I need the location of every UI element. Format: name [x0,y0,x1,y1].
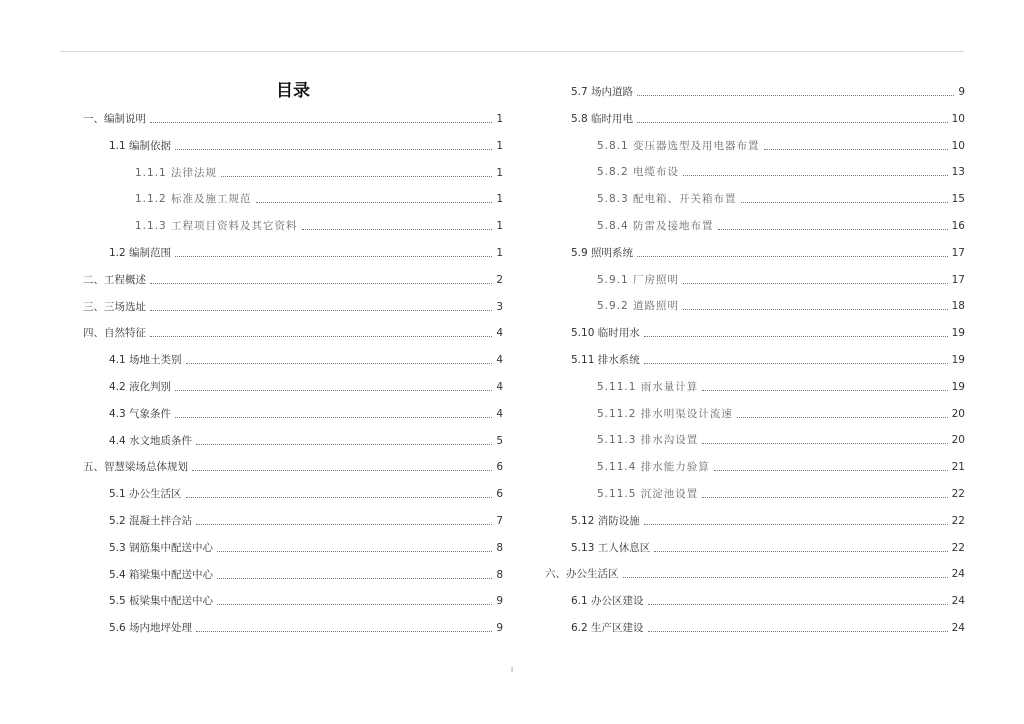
toc-entry-label: 5.10 临时用水 [571,327,640,340]
toc-leader-dots [175,417,492,418]
toc-leader-dots [196,444,492,445]
toc-entry[interactable] [545,561,965,581]
toc-entry-page: 8 [496,568,503,581]
toc-leader-dots [302,229,493,230]
toc-entry[interactable] [83,106,503,126]
toc-entry-page: 1 [496,193,503,206]
toc-entry-label: 5.8.1 变压器选型及用电器布置 [597,139,760,152]
toc-entry-page: 8 [496,541,503,554]
toc-entry-page: 18 [951,300,965,313]
toc-entry-label: 5.2 混凝土拌合站 [109,515,193,527]
toc-entry-label: 4.2 液化判别 [109,381,172,393]
toc-entry-page: 24 [951,568,965,581]
toc-entry-label: 5.5 板梁集中配送中心 [109,595,214,608]
toc-leader-dots [648,604,948,605]
toc-leader-dots [175,390,492,391]
toc-entry-label: 5.9.1 厂房照明 [597,273,680,286]
toc-entry-page: 4 [496,381,503,393]
toc-entry-label: 5.6 场内地坪处理 [109,622,193,635]
toc-entry[interactable] [545,535,965,555]
toc-entry[interactable] [545,293,965,313]
toc-leader-dots [741,202,948,203]
toc-entry[interactable] [83,562,503,582]
toc-entry-page: 1 [496,220,503,233]
toc-entry-label: 4.4 水文地质条件 [109,434,193,447]
toc-entry-label: 5.3 钢筋集中配送中心 [109,541,214,554]
toc-entry[interactable] [83,508,503,528]
toc-entry[interactable] [83,347,503,367]
toc-entry[interactable] [545,374,965,394]
toc-leader-dots [644,363,948,364]
toc-leader-dots [623,577,948,578]
toc-entry[interactable] [83,186,503,206]
toc-leader-dots [186,363,493,364]
toc-leader-dots [150,310,492,311]
toc-entry-page: 22 [951,488,965,500]
toc-entry[interactable] [83,374,503,394]
toc-entry[interactable] [83,428,503,448]
toc-entry-page: 10 [951,139,965,152]
toc-entry-label: 5.1 办公生活区 [109,488,182,501]
toc-entry[interactable] [545,454,965,474]
toc-entry[interactable] [83,160,503,180]
toc-leader-dots [217,578,492,579]
toc-leader-dots [683,309,948,310]
toc-entry-label: 5.11.5 沉淀池设置 [597,488,699,500]
toc-leader-dots [150,122,492,123]
toc-entry-page: 1 [496,139,503,152]
toc-entry-page: 6 [496,461,503,474]
toc-entry-page: 1 [496,113,503,125]
toc-leader-dots [737,417,948,418]
toc-leader-dots [150,336,492,337]
header-rule [60,51,964,52]
toc-entry-label: 五、智慧梁场总体规划 [83,461,188,474]
toc-leader-dots [702,390,947,391]
toc-leader-dots [221,176,492,177]
toc-entry-page: 9 [958,86,965,98]
toc-leader-dots [186,497,493,498]
toc-entry[interactable] [545,159,965,179]
toc-entry-label: 5.13 工人休息区 [571,541,651,554]
toc-leader-dots [683,175,948,176]
toc-entry-page: 9 [496,595,503,608]
toc-entry[interactable] [83,535,503,555]
toc-entry[interactable] [83,240,503,260]
toc-leader-dots [683,283,948,284]
toc-leader-dots [648,631,948,632]
toc-entry-label: 1.1.3 工程项目资料及其它资料 [135,220,298,233]
toc-entry-label: 5.4 箱梁集中配送中心 [109,568,214,581]
toc-entry-page: 19 [951,327,965,340]
toc-entry[interactable] [83,213,503,233]
toc-entry-page: 2 [496,273,503,286]
toc-entry-page: 9 [496,622,503,635]
toc-leader-dots [764,149,948,150]
toc-entry-page: 16 [951,220,965,232]
toc-entry-label: 5.12 消防设施 [571,514,640,527]
toc-entry-label: 5.7 场内道路 [571,86,634,98]
toc-entry-page: 15 [951,193,965,206]
toc-entry-label: 一、编制说明 [83,113,146,125]
toc-leader-dots [637,122,948,123]
toc-entry[interactable] [83,454,503,474]
toc-entry-page: 3 [496,300,503,313]
toc-entry-label: 6.2 生产区建设 [571,622,644,634]
toc-entry[interactable] [545,267,965,287]
toc-leader-dots [637,95,954,96]
toc-leader-dots [644,336,948,337]
toc-entry-label: 1.1 编制依据 [109,139,172,152]
toc-entry-page: 22 [951,541,965,554]
toc-entry-page: 1 [496,247,503,259]
toc-entry[interactable] [545,320,965,340]
toc-entry[interactable] [545,133,965,153]
toc-entry[interactable] [545,481,965,501]
toc-entry-label: 5.8 临时用电 [571,112,634,125]
toc-title: 目录 [276,81,310,101]
toc-leader-dots [702,443,947,444]
toc-leader-dots [196,524,492,525]
toc-entry[interactable] [545,508,965,528]
toc-entry-page: 19 [951,354,965,366]
toc-entry-label: 1.1.2 标准及施工规范 [135,193,252,206]
toc-entry[interactable] [545,588,965,608]
toc-entry-label: 三、三场选址 [83,300,146,313]
toc-entry-label: 5.11.4 排水能力验算 [597,461,710,474]
toc-entry-label: 4.1 场地土类别 [109,354,182,367]
toc-entry-page: 10 [951,112,965,125]
toc-leader-dots [217,604,492,605]
toc-entry[interactable] [545,615,965,635]
toc-entry-label: 5.8.3 配电箱、开关箱布置 [597,193,737,206]
toc-entry[interactable] [83,294,503,314]
footer-page-number: I [510,666,514,674]
toc-entry-page: 4 [496,327,503,340]
toc-entry[interactable] [545,106,965,126]
toc-entry-page: 6 [496,488,503,501]
toc-entry[interactable] [545,401,965,421]
toc-entry-page: 19 [951,380,965,393]
toc-entry-page: 21 [951,461,965,474]
toc-entry-page: 4 [496,407,503,420]
toc-entry[interactable] [83,320,503,340]
toc-entry[interactable] [83,615,503,635]
toc-entry-page: 7 [496,515,503,527]
toc-entry[interactable] [83,481,503,501]
toc-entry-label: 5.11.1 雨水量计算 [597,380,699,393]
toc-entry-label: 5.11 排水系统 [571,354,640,366]
toc-entry[interactable] [83,267,503,287]
toc-entry-page: 4 [496,354,503,367]
toc-leader-dots [256,202,493,203]
toc-entry[interactable] [545,427,965,447]
toc-entry-page: 20 [951,434,965,447]
toc-entry[interactable] [545,240,965,260]
toc-entry-label: 5.11.3 排水沟设置 [597,434,699,447]
toc-entry-label: 二、工程概述 [83,273,146,286]
toc-entry-page: 1 [496,166,503,179]
toc-entry[interactable] [545,213,965,233]
toc-entry-page: 22 [951,514,965,527]
toc-entry-label: 四、自然特征 [83,327,146,340]
toc-leader-dots [150,283,492,284]
toc-entry-page: 17 [951,273,965,286]
toc-entry-label: 6.1 办公区建设 [571,595,644,608]
toc-leader-dots [644,524,948,525]
toc-leader-dots [196,631,492,632]
toc-leader-dots [175,149,492,150]
toc-entry-page: 20 [951,407,965,420]
toc-entry[interactable] [83,133,503,153]
toc-entry-label: 5.8.4 防雷及接地布置 [597,220,714,232]
toc-leader-dots [637,256,948,257]
toc-entry-page: 17 [951,246,965,259]
toc-entry-label: 5.9.2 道路照明 [597,300,680,313]
toc-entry[interactable] [83,588,503,608]
toc-entry-label: 4.3 气象条件 [109,407,172,420]
toc-entry-page: 24 [951,622,965,634]
toc-entry-page: 5 [496,434,503,447]
toc-entry[interactable] [545,79,965,99]
toc-leader-dots [192,470,492,471]
toc-leader-dots [217,551,492,552]
toc-entry-label: 5.11.2 排水明渠设计流速 [597,407,733,420]
toc-entry-label: 5.9 照明系统 [571,246,634,259]
toc-entry[interactable] [83,401,503,421]
toc-leader-dots [702,497,947,498]
toc-leader-dots [654,551,947,552]
toc-leader-dots [718,229,948,230]
toc-entry[interactable] [545,347,965,367]
toc-entry-label: 六、办公生活区 [545,568,619,581]
toc-entry-label: 5.8.2 电缆布设 [597,166,680,179]
toc-leader-dots [175,256,492,257]
toc-entry[interactable] [545,186,965,206]
toc-entry-label: 1.2 编制范围 [109,247,172,259]
toc-entry-page: 24 [951,595,965,608]
toc-entry-page: 13 [951,166,965,179]
toc-entry-label: 1.1.1 法律法规 [135,166,218,179]
toc-leader-dots [714,470,948,471]
